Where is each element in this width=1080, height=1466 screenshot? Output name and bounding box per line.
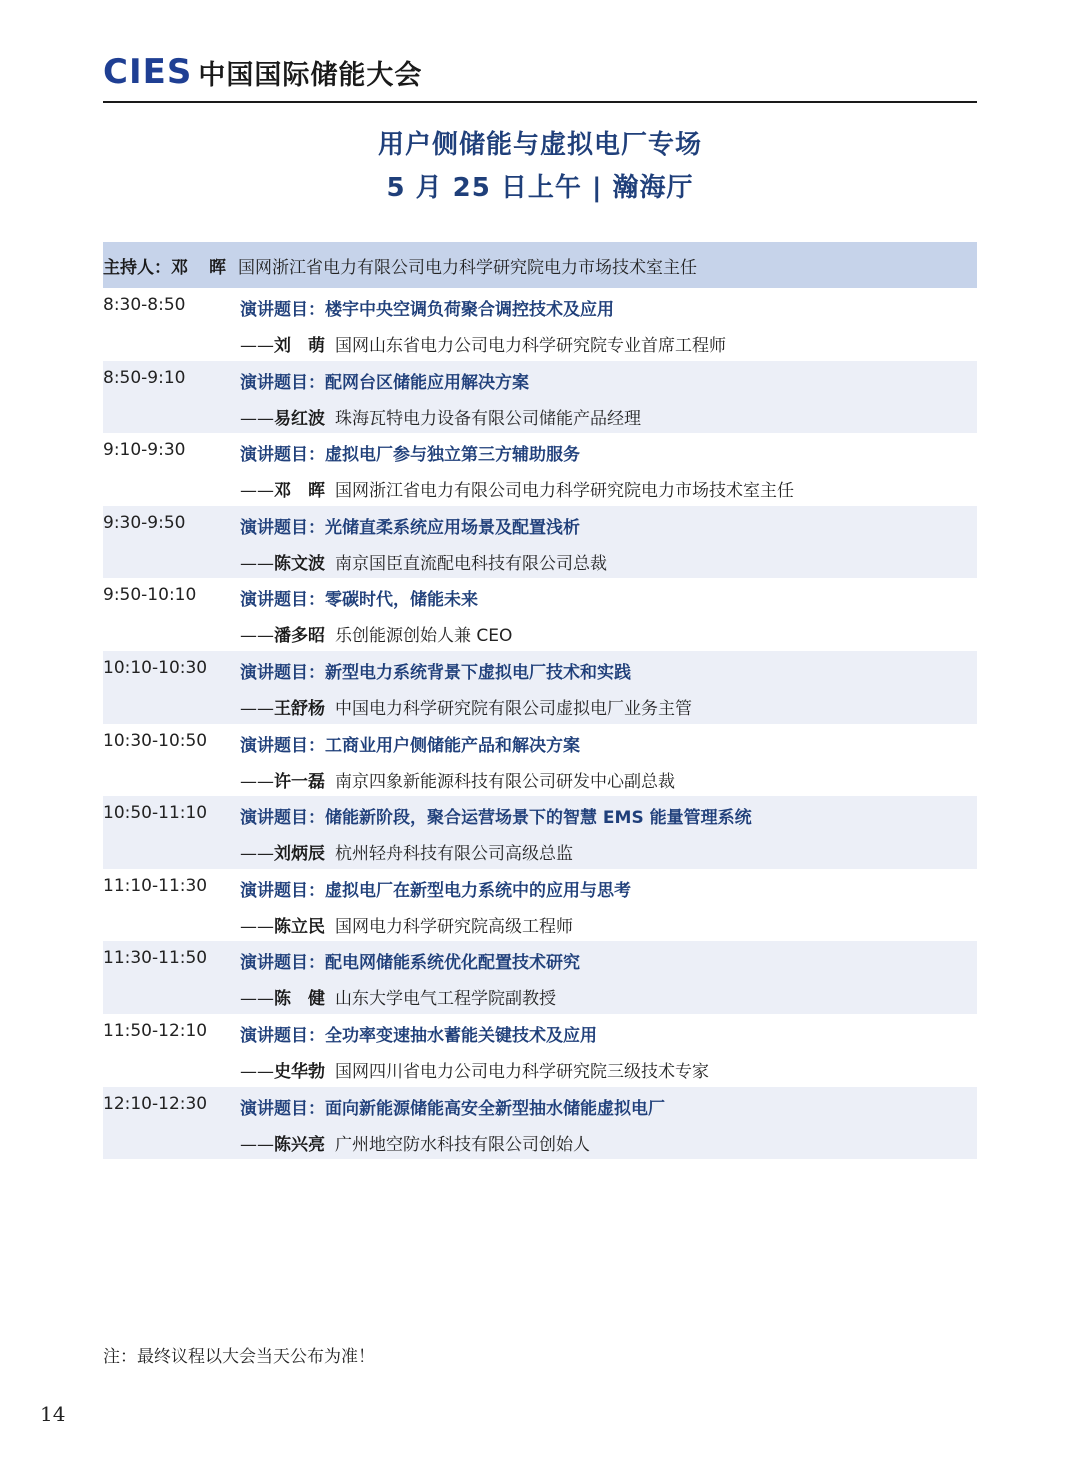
speaker-org: 国网四川省电力公司电力科学研究院三级技术专家 [335,1061,709,1082]
session-speaker [240,621,512,646]
speaker-name: 陈兴亮 [274,1134,325,1155]
session-speaker [240,1130,590,1155]
session-topic: 演讲题目：虚拟电厂参与独立第三方辅助服务 [240,445,580,466]
speaker-dash: —— [240,771,274,792]
speaker-dash: —— [240,408,274,429]
speaker-name: 王舒杨 [274,698,325,719]
speaker-name: 刘炳辰 [274,844,325,865]
agenda-row [103,506,977,579]
speaker-org: 珠海瓦特电力设备有限公司储能产品经理 [335,408,641,429]
session-time: 11:50-12:10 [103,1020,208,1041]
speaker-dash: —— [240,916,274,937]
session-speaker [240,984,556,1009]
agenda-row [103,724,977,797]
speaker-org: 山东大学电气工程学院副教授 [335,989,556,1010]
session-time: 9:30-9:50 [103,512,186,533]
speaker-name: 刘 萌 [274,336,325,356]
agenda-row [103,288,977,361]
session-speaker [240,331,726,356]
agenda-row [103,1087,977,1160]
speaker-name: 邓 晖 [274,481,325,502]
agenda-table [103,242,977,1159]
session-time: 10:50-11:10 [103,803,208,824]
session-topic: 演讲题目：配网台区储能应用解决方案 [240,372,529,393]
agenda-row [103,796,977,869]
host-org: 国网浙江省电力有限公司电力科学研究院电力市场技术室主任 [238,257,697,278]
session-speaker [240,767,675,792]
host-name: 邓 晖 [171,257,228,278]
speaker-org: 国网电力科学研究院高级工程师 [335,916,573,937]
speaker-name: 陈文波 [274,553,325,574]
speaker-dash: —— [240,698,274,719]
speaker-dash: —— [240,844,274,865]
session-title: 用户侧储能与虚拟电厂专场 [377,130,702,160]
speaker-name: 史华勃 [274,1061,325,1082]
speaker-name: 易红波 [274,408,325,429]
speaker-name: 潘多昭 [274,626,325,647]
speaker-name: 陈立民 [274,916,325,937]
session-speaker [240,839,573,864]
session-speaker [240,1057,709,1082]
session-topic: 演讲题目：楼宇中央空调负荷聚合调控技术及应用 [240,300,614,320]
session-date-venue: 5 月 25 日上午 | 瀚海厅 [386,173,694,203]
agenda-row [103,361,977,434]
page-header [103,52,977,104]
session-time: 10:30-10:50 [103,730,208,751]
speaker-org: 南京国臣直流配电科技有限公司总裁 [335,553,607,574]
session-time: 9:50-10:10 [103,585,197,606]
speaker-org: 南京四象新能源科技有限公司研发中心副总裁 [335,771,675,792]
speaker-dash: —— [240,336,274,356]
logo-text: 中国国际储能大会 [198,59,423,91]
session-topic: 演讲题目：配电网储能系统优化配置技术研究 [240,953,580,974]
speaker-dash: —— [240,1061,274,1082]
agenda-row [103,651,977,724]
session-list [103,288,977,1159]
session-time: 8:30-8:50 [103,295,186,315]
agenda-row [103,941,977,1014]
speaker-org: 广州地空防水科技有限公司创始人 [335,1134,590,1155]
agenda-row [103,1014,977,1087]
session-topic: 演讲题目：工商业用户侧储能产品和解决方案 [240,735,580,756]
cies-logo [103,52,977,92]
session-speaker [240,476,794,501]
speaker-name: 陈 健 [274,989,325,1010]
agenda-row [103,869,977,942]
session-topic: 演讲题目：新型电力系统背景下虚拟电厂技术和实践 [240,662,631,683]
speaker-dash: —— [240,626,274,647]
agenda-row [103,578,977,651]
speaker-name: 许一磊 [274,771,325,792]
speaker-org: 乐创能源创始人兼 CEO [335,626,513,647]
speaker-org: 国网山东省电力公司电力科学研究院专业首席工程师 [335,336,726,356]
session-speaker [240,912,573,937]
session-speaker [240,549,607,574]
session-topic: 演讲题目：储能新阶段，聚合运营场景下的智慧 EMS 能量管理系统 [240,808,752,829]
session-speaker [240,404,641,429]
session-topic: 演讲题目：面向新能源储能高安全新型抽水储能虚拟电厂 [240,1098,665,1119]
agenda-row [103,433,977,506]
session-time: 12:10-12:30 [103,1093,208,1114]
speaker-dash: —— [240,481,274,502]
session-time: 8:50-9:10 [103,367,186,388]
host-label: 主持人： [103,257,171,278]
session-topic: 演讲题目：虚拟电厂在新型电力系统中的应用与思考 [240,880,631,901]
session-time: 11:10-11:30 [103,875,208,896]
session-time: 9:10-9:30 [103,440,186,461]
footnote: 注：最终议程以大会当天公布为准！ [103,1347,375,1367]
speaker-org: 国网浙江省电力有限公司电力科学研究院电力市场技术室主任 [335,481,794,502]
host-row [103,242,977,288]
session-time: 11:30-11:50 [103,948,208,969]
speaker-org: 中国电力科学研究院有限公司虚拟电厂业务主管 [335,698,692,719]
header-divider [103,101,977,103]
page-number: 14 [40,1402,66,1426]
speaker-org: 杭州轻舟科技有限公司高级总监 [335,844,573,865]
speaker-dash: —— [240,989,274,1010]
session-topic: 演讲题目：零碳时代，储能未来 [240,590,478,611]
session-time: 10:10-10:30 [103,657,208,678]
logo-mark: CIES [103,52,193,92]
session-topic: 演讲题目：光储直柔系统应用场景及配置浅析 [240,517,580,538]
speaker-dash: —— [240,553,274,574]
session-speaker [240,694,692,719]
session-topic: 演讲题目：全功率变速抽水蓄能关键技术及应用 [240,1025,597,1046]
speaker-dash: —— [240,1134,274,1155]
